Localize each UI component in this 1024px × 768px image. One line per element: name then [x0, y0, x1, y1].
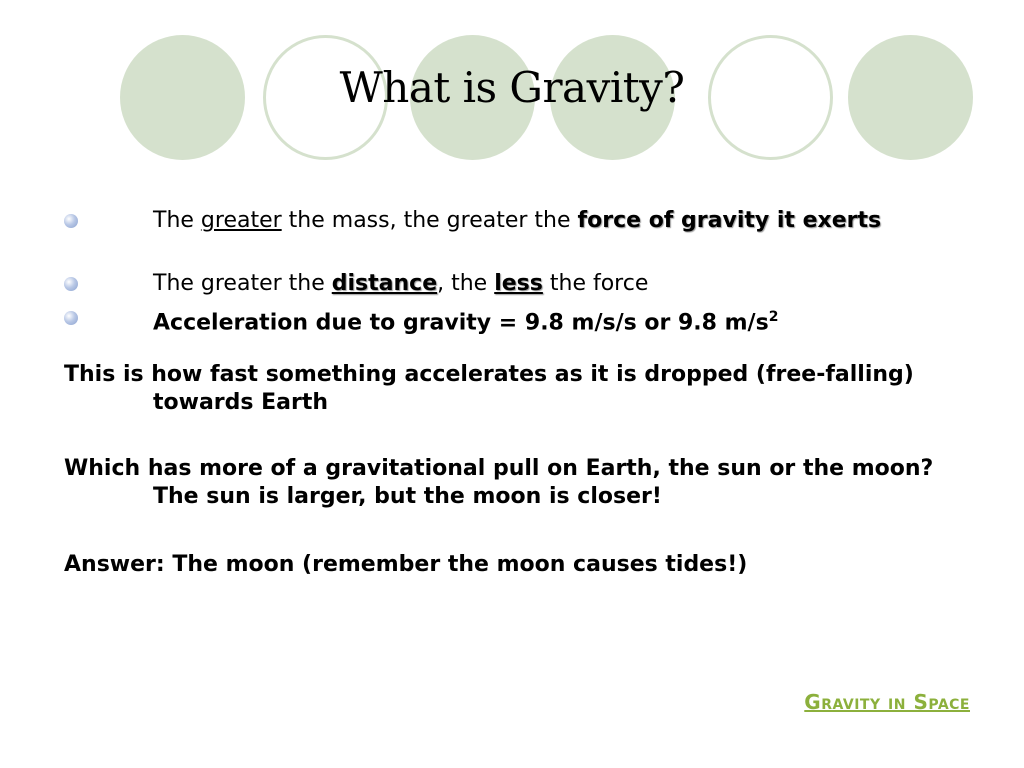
- bullet-2-part-3: , the: [437, 271, 495, 296]
- bullet-1-underlined-word: greater: [200, 208, 282, 233]
- bullet-1-part-1: The: [153, 208, 201, 233]
- bullet-1-part-3: the mass, the greater the: [281, 208, 578, 233]
- slide-title: What is Gravity?: [339, 63, 685, 112]
- bullet-2-part-5: the force: [542, 271, 649, 296]
- bullet-text-1: [153, 207, 933, 234]
- bullet-icon: [64, 214, 78, 228]
- bullet-3-text: Acceleration due to gravity = 9.8 m/s/s or 9.8 m/s: [153, 310, 769, 336]
- footer-title: Gravity in Space: [804, 690, 970, 714]
- bullet-2-emphasis-distance: distance: [331, 271, 438, 296]
- bullet-1-emphasis: force of gravity it exerts: [577, 208, 882, 233]
- bullet-3-superscript: 2: [768, 309, 779, 325]
- bullet-text-3: [153, 304, 933, 336]
- bullet-icon: [64, 311, 78, 325]
- bullet-2-part-1: The greater the: [153, 271, 332, 296]
- paragraph-free-fall: This is how fast something accelerates as it is dropped (free-falling) towards Earth: [64, 362, 914, 415]
- paragraph-question: Which has more of a gravitational pull on Earth, the sun or the moon? The sun is larger, but the moon is closer!: [64, 456, 934, 509]
- paragraph-answer: Answer: The moon (remember the moon causes tides!): [64, 552, 748, 577]
- bullet-2-emphasis-less: less: [494, 271, 543, 296]
- bullet-text-2: [153, 270, 933, 297]
- bullet-icon: [64, 277, 78, 291]
